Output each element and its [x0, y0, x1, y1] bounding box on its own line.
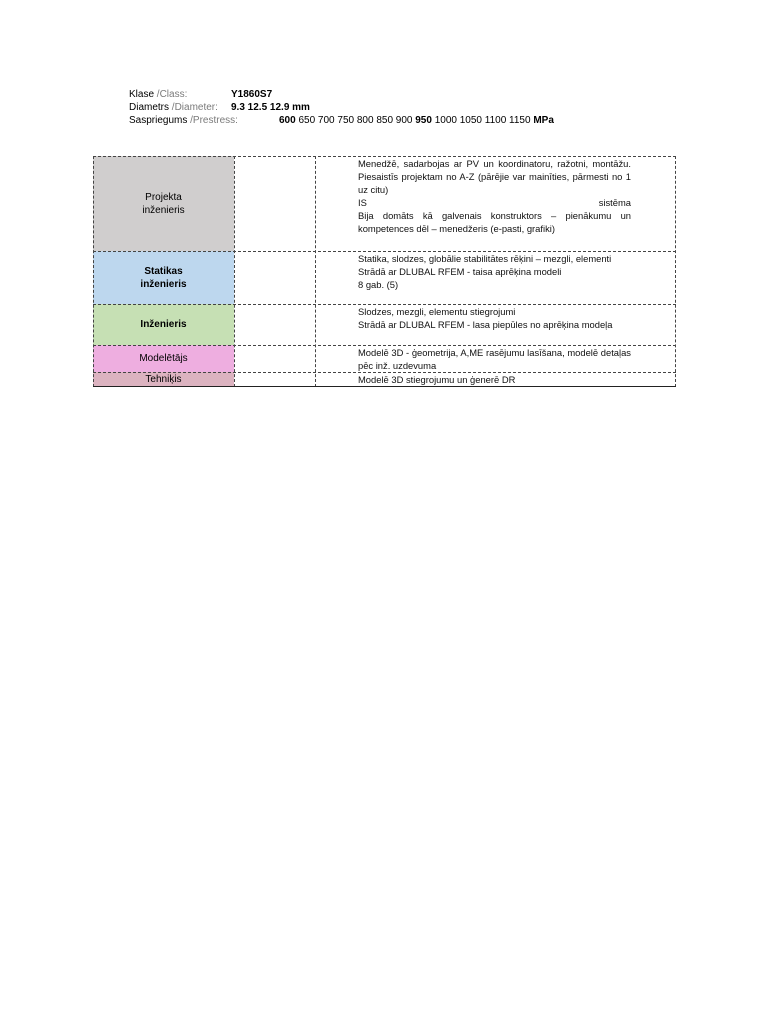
description-line: Statika, slodzes, globālie stabilitātes rēķini – mezgli, elementi [358, 253, 612, 264]
diameter-label-en: /Diameter: [169, 102, 218, 113]
role-name: Tehniķis [145, 374, 182, 385]
grid-line [93, 372, 676, 373]
description-line: Slodzes, mezgli, elementu stiegrojumi [358, 306, 516, 317]
role-description-4 [358, 346, 631, 372]
grid-line [315, 156, 316, 387]
role-description-1 [358, 157, 631, 235]
diameter-label: Diametrs [129, 102, 170, 113]
role-cell-4 [93, 345, 234, 372]
role-cell-1 [93, 156, 234, 251]
role-cell-2 [93, 251, 234, 304]
role-name: Statikas inženieris [140, 265, 187, 290]
description-line: IS sistēma [358, 197, 631, 208]
grid-line [234, 156, 235, 387]
prestress-rest: 1000 1050 1100 1150 [431, 115, 534, 126]
roles-table [93, 156, 676, 387]
prestress-label-en: /Prestress: [187, 115, 238, 126]
description-line: Menedžē, sadarbojas ar PV un koordinatoru, ražotni, montāžu. [358, 158, 631, 169]
class-label: Klase [129, 89, 155, 100]
role-name: Projekta inženieris [142, 191, 185, 216]
diameter-value: 9.3 12.5 12.9 mm [231, 102, 310, 113]
role-name: Modelētājs [139, 353, 188, 364]
grid-line [93, 156, 94, 387]
role-name: Inženieris [140, 319, 187, 330]
role-description-5 [358, 373, 631, 386]
role-description-3 [358, 305, 631, 331]
grid-line [93, 156, 676, 157]
prestress-values [279, 114, 554, 127]
grid-line [93, 304, 676, 305]
prestress-unit: MPa [533, 115, 554, 126]
role-description-2 [358, 252, 631, 291]
role-cell-5 [93, 372, 234, 387]
class-label-en: /Class: [154, 89, 188, 100]
role-cell-3 [93, 304, 234, 345]
grid-line [93, 386, 676, 387]
description-line: Strādā ar DLUBAL RFEM - taisa aprēķina modeli [358, 266, 562, 277]
grid-line [93, 251, 676, 252]
description-line: Modelē 3D stiegrojumu un ģenerē DR [358, 374, 516, 385]
prestress-bold: 950 [415, 115, 432, 126]
grid-line [93, 345, 676, 346]
description-line: Piesaistīs projektam no A-Z (pārējie var mainīties, pārmesti no 1 uz citu) [358, 171, 631, 195]
description-line: 8 gab. (5) [358, 279, 399, 290]
description-line: Modelē 3D - ģeometrija, A,ME rasējumu lasīšana, modelē detaļas pēc inž. uzdevuma [358, 347, 631, 371]
class-value: Y1860S7 [231, 89, 273, 100]
description-line: Strādā ar DLUBAL RFEM - lasa piepūles no aprēķina modeļa [358, 319, 613, 330]
description-line: Bija domāts kā galvenais konstruktors – pienākumu un kompetences dēl – menedžeris (e-pasti, grafiki) [358, 210, 631, 234]
prestress-mid: 650 700 750 800 850 900 [295, 115, 416, 126]
prestress-first: 600 [279, 115, 296, 126]
grid-line [675, 156, 676, 387]
prestress-label: Saspriegums [129, 115, 188, 126]
